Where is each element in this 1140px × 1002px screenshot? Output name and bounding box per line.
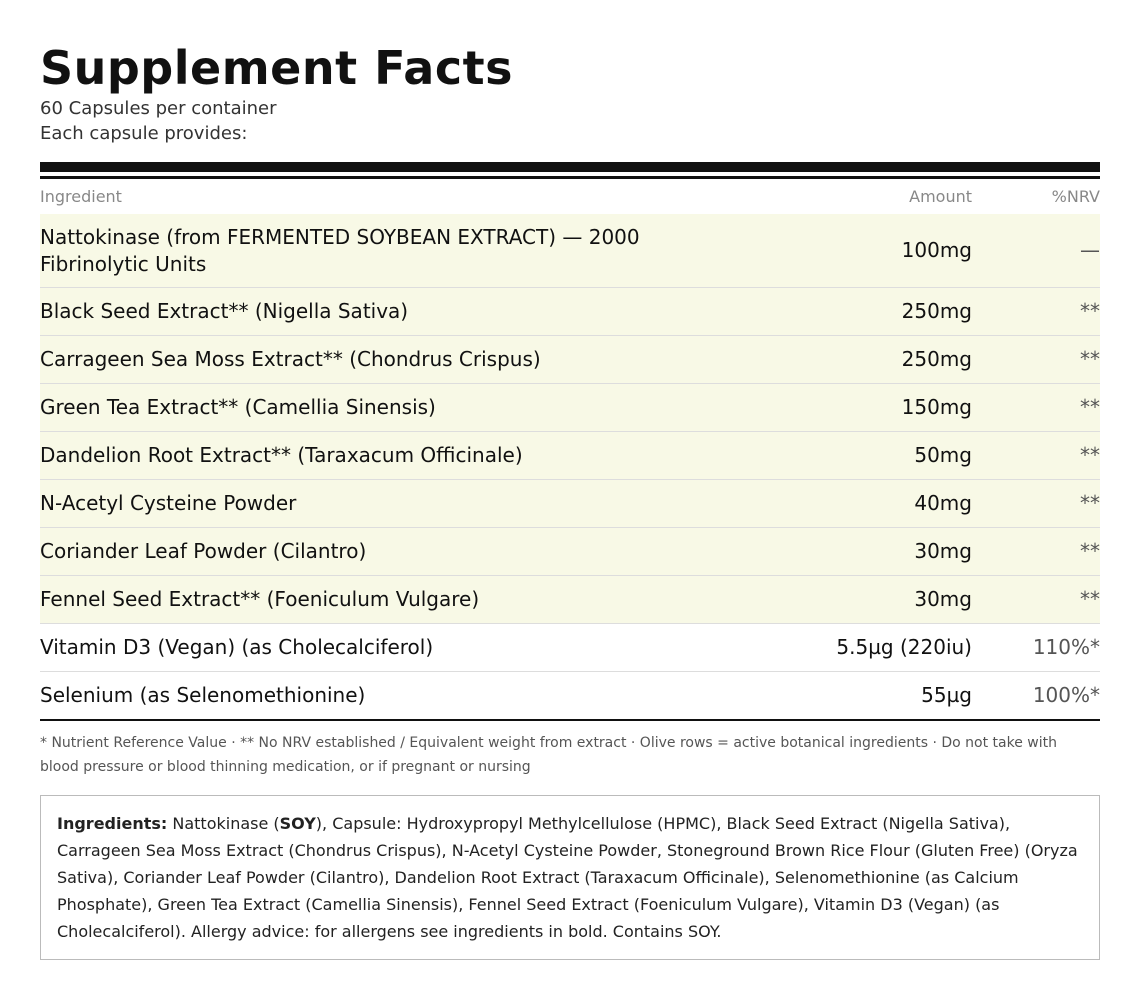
- ingredient-amount: 30mg: [712, 528, 972, 576]
- ingredient-amount: 30mg: [712, 576, 972, 624]
- ingredient-nrv: **: [972, 336, 1100, 384]
- ingredient-name: Carrageen Sea Moss Extract** (Chondrus Crispus): [40, 336, 712, 384]
- table-row: [40, 480, 1100, 528]
- ingredient-amount: 250mg: [712, 336, 972, 384]
- servings-text: 60 Capsules per container: [40, 98, 277, 119]
- ingredient-amount: 40mg: [712, 480, 972, 528]
- ingredient-nrv: —: [972, 214, 1100, 288]
- ingredient-name: Coriander Leaf Powder (Cilantro): [40, 528, 712, 576]
- ingredients-pre: Nattokinase (: [167, 814, 280, 833]
- ingredient-nrv: **: [972, 528, 1100, 576]
- ingredient-name: Black Seed Extract** (Nigella Sativa): [40, 288, 712, 336]
- table-header: [40, 179, 1100, 214]
- ingredient-name: Fennel Seed Extract** (Foeniculum Vulgare): [40, 576, 712, 624]
- ingredients-label: Ingredients:: [57, 814, 168, 833]
- footnote: * Nutrient Reference Value · ** No NRV established / Equivalent weight from extract · Olive rows = active botanical ingredients · Do not take with blood pressure or blood thinning medication, or if pregnant or nursing: [40, 735, 1057, 775]
- ingredient-nrv: 100%*: [972, 672, 1100, 721]
- ingredient-amount: 150mg: [712, 384, 972, 432]
- facts-table: [40, 179, 1100, 721]
- ingredient-nrv: **: [972, 288, 1100, 336]
- ingredient-name: Green Tea Extract** (Camellia Sinensis): [40, 384, 712, 432]
- ingredient-nrv: **: [972, 480, 1100, 528]
- ingredient-amount: 5.5µg (220iu): [712, 624, 972, 672]
- ingredient-amount: 250mg: [712, 288, 972, 336]
- ingredient-name: Vitamin D3 (Vegan) (as Cholecalciferol): [40, 624, 712, 672]
- allergen-soy: SOY: [279, 814, 316, 833]
- header-nrv: %NRV: [1051, 187, 1100, 206]
- table-row: [40, 384, 1100, 432]
- ingredient-name: Nattokinase (from FERMENTED SOYBEAN EXTRACT) — 2000 Fibrinolytic Units: [40, 214, 712, 288]
- ingredients-box: [40, 795, 1100, 960]
- per-serving-text: Each capsule provides:: [40, 123, 248, 144]
- table-row: [40, 336, 1100, 384]
- table-row: [40, 576, 1100, 624]
- ingredient-nrv: 110%*: [972, 624, 1100, 672]
- header-ingredient: Ingredient: [40, 187, 122, 206]
- table-row: [40, 288, 1100, 336]
- table-row: [40, 672, 1100, 721]
- table-row: [40, 214, 1100, 288]
- ingredient-amount: 55µg: [712, 672, 972, 721]
- ingredient-nrv: **: [972, 432, 1100, 480]
- ingredient-name: N-Acetyl Cysteine Powder: [40, 480, 712, 528]
- ingredient-amount: 50mg: [712, 432, 972, 480]
- ingredient-amount: 100mg: [712, 214, 972, 288]
- ingredient-nrv: **: [972, 384, 1100, 432]
- ingredient-name: Selenium (as Selenomethionine): [40, 672, 712, 721]
- ingredient-name: Dandelion Root Extract** (Taraxacum Officinale): [40, 432, 712, 480]
- page-title: Supplement Facts: [40, 41, 513, 95]
- ingredients-rest: ), Capsule: Hydroxypropyl Methylcellulose (HPMC), Black Seed Extract (Nigella Sativa), Carrageen Sea Moss Extract (Chondrus Crispus), N-Acetyl Cysteine Powder, Stoneground Brown Rice Flour (Gluten Free) (Oryza Sativa), Coriander Leaf Powder (Cilantro), Dandelion Root Extract (Taraxacum Officinale), Selenomethionine (as Calcium Phosphate), Green Tea Extract (Camellia Sinensis), Fennel Seed Extract (Foeniculum Vulgare), Vitamin D3 (Vegan) (as Cholecalciferol). Allergy advice: for allergens see ingredients in bold. Contains SOY.: [57, 814, 1078, 941]
- header-amount: Amount: [909, 187, 972, 206]
- table-row: [40, 528, 1100, 576]
- table-row: [40, 624, 1100, 672]
- supplement-facts-panel: [40, 0, 1100, 960]
- table-row: [40, 432, 1100, 480]
- ingredient-nrv: **: [972, 576, 1100, 624]
- thick-divider: [40, 162, 1100, 172]
